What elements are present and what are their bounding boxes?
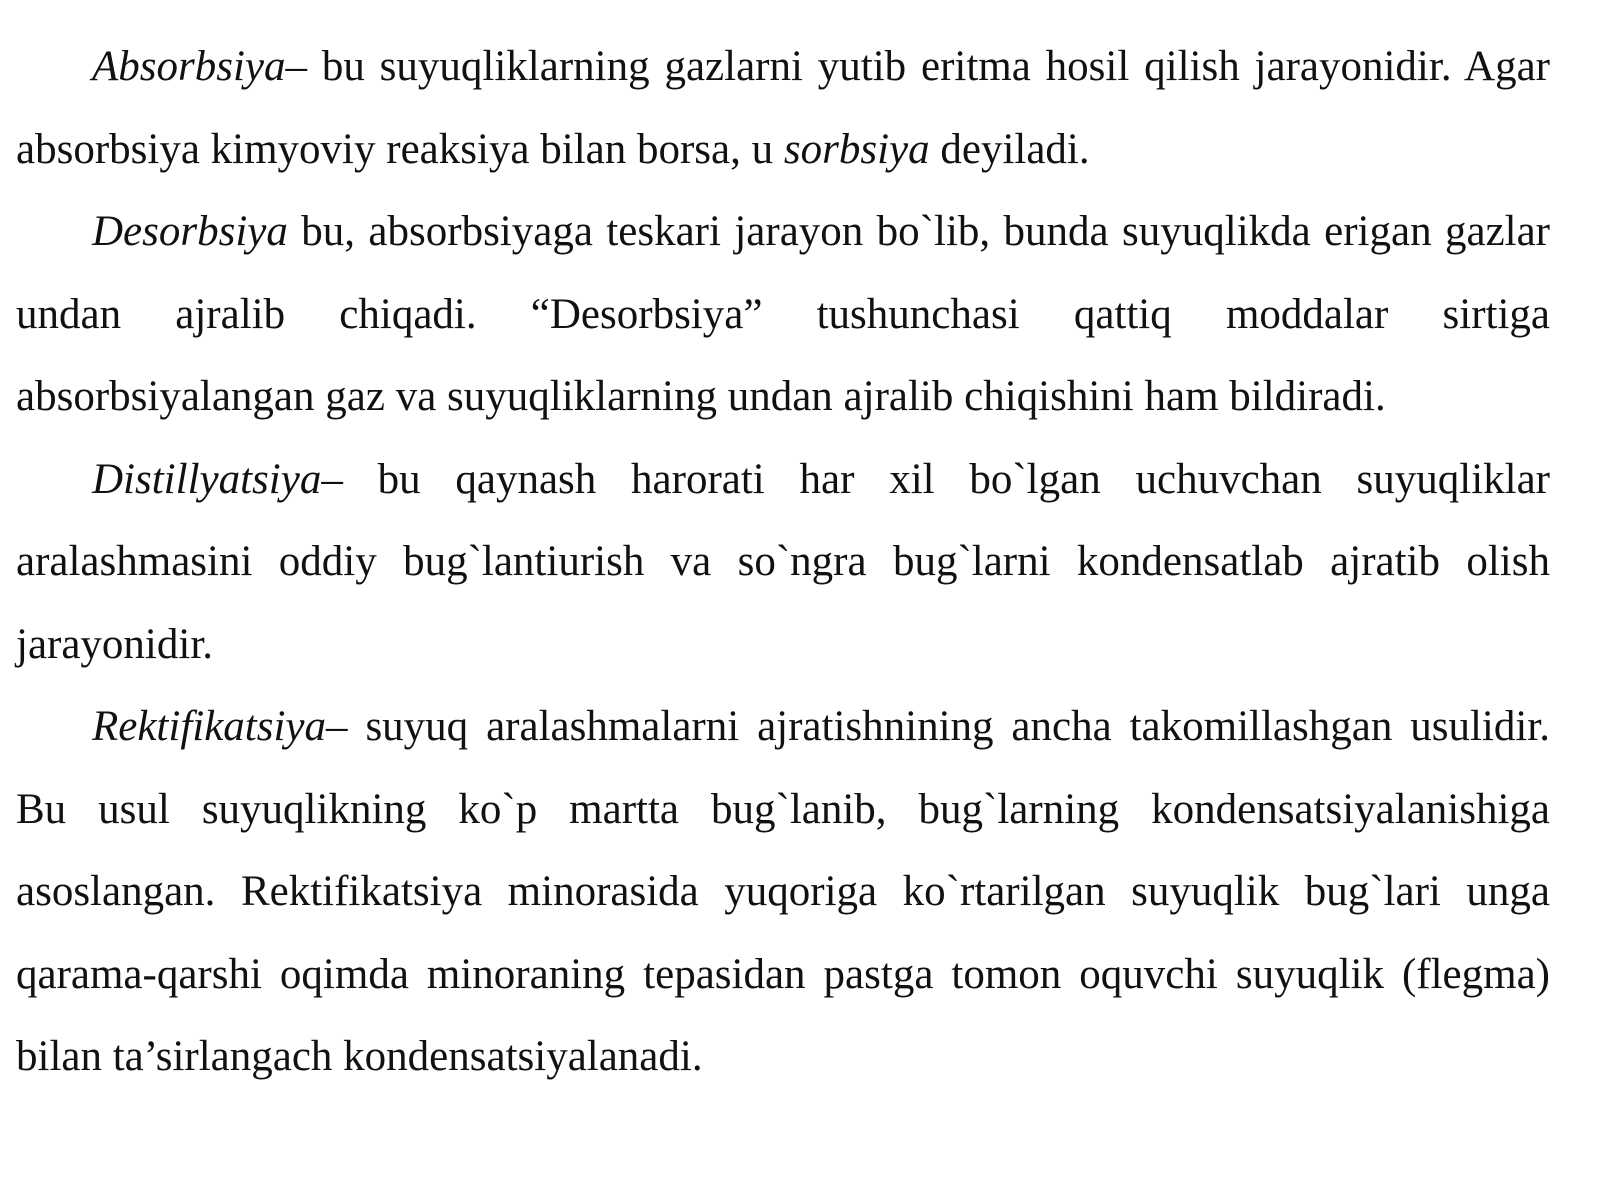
paragraph-absorbsiya xyxy=(16,26,1550,191)
definition-text-end: deyiladi. xyxy=(929,125,1090,173)
paragraph-distillyatsiya xyxy=(16,439,1550,687)
paragraph-desorbsiya xyxy=(16,191,1550,439)
term-sorbsiya: sorbsiya xyxy=(783,125,930,173)
paragraph-rektifikatsiya xyxy=(16,686,1550,1099)
definition-text: – suyuq aralashmalarni ajratishnining ancha takomillashgan usulidir. Bu usul suyuqlikning ko`p martta bug`lanib, bug`larning kondensatsiyalanishiga asoslangan. Rektifikatsiya minorasida yuqoriga ko`rtarilgan suyuqlik bug`lari unga qarama-qarshi oqimda minoraning tepasidan pastga tomon oquvchi suyuqlik (flegma) bilan ta’sirlangach kondensatsiyalanadi. xyxy=(16,703,1550,1080)
definition-text: – bu qaynash harorati har xil bo`lgan uchuvchan suyuqliklar aralashmasini oddiy bug`lantiurish va so`ngra bug`larni kondensatlab ajratib olish jarayonidir. xyxy=(16,455,1550,668)
term-absorbsiya: Absorbsiya xyxy=(92,43,286,90)
definition-text: – bu suyuqliklarning gazlarni yutib eritma hosil qilish jarayonidir. Agar absorbsiya kimyoviy reaksiya bilan borsa, u xyxy=(16,43,1550,173)
term-distillyatsiya: Distillyatsiya xyxy=(92,455,322,503)
term-rektifikatsiya: Rektifikatsiya xyxy=(92,703,327,750)
term-desorbsiya: Desorbsiya xyxy=(92,208,288,255)
definition-text: bu, absorbsiyaga teskari jarayon bo`lib, bunda suyuqlikda erigan gazlar undan ajralib chiqadi. “Desorbsiya” tushunchasi qattiq moddalar sirtiga absorbsiyalangan gaz va suyuqliklarning undan ajralib chiqishini ham bildiradi. xyxy=(16,208,1550,420)
document-body xyxy=(16,26,1550,1099)
